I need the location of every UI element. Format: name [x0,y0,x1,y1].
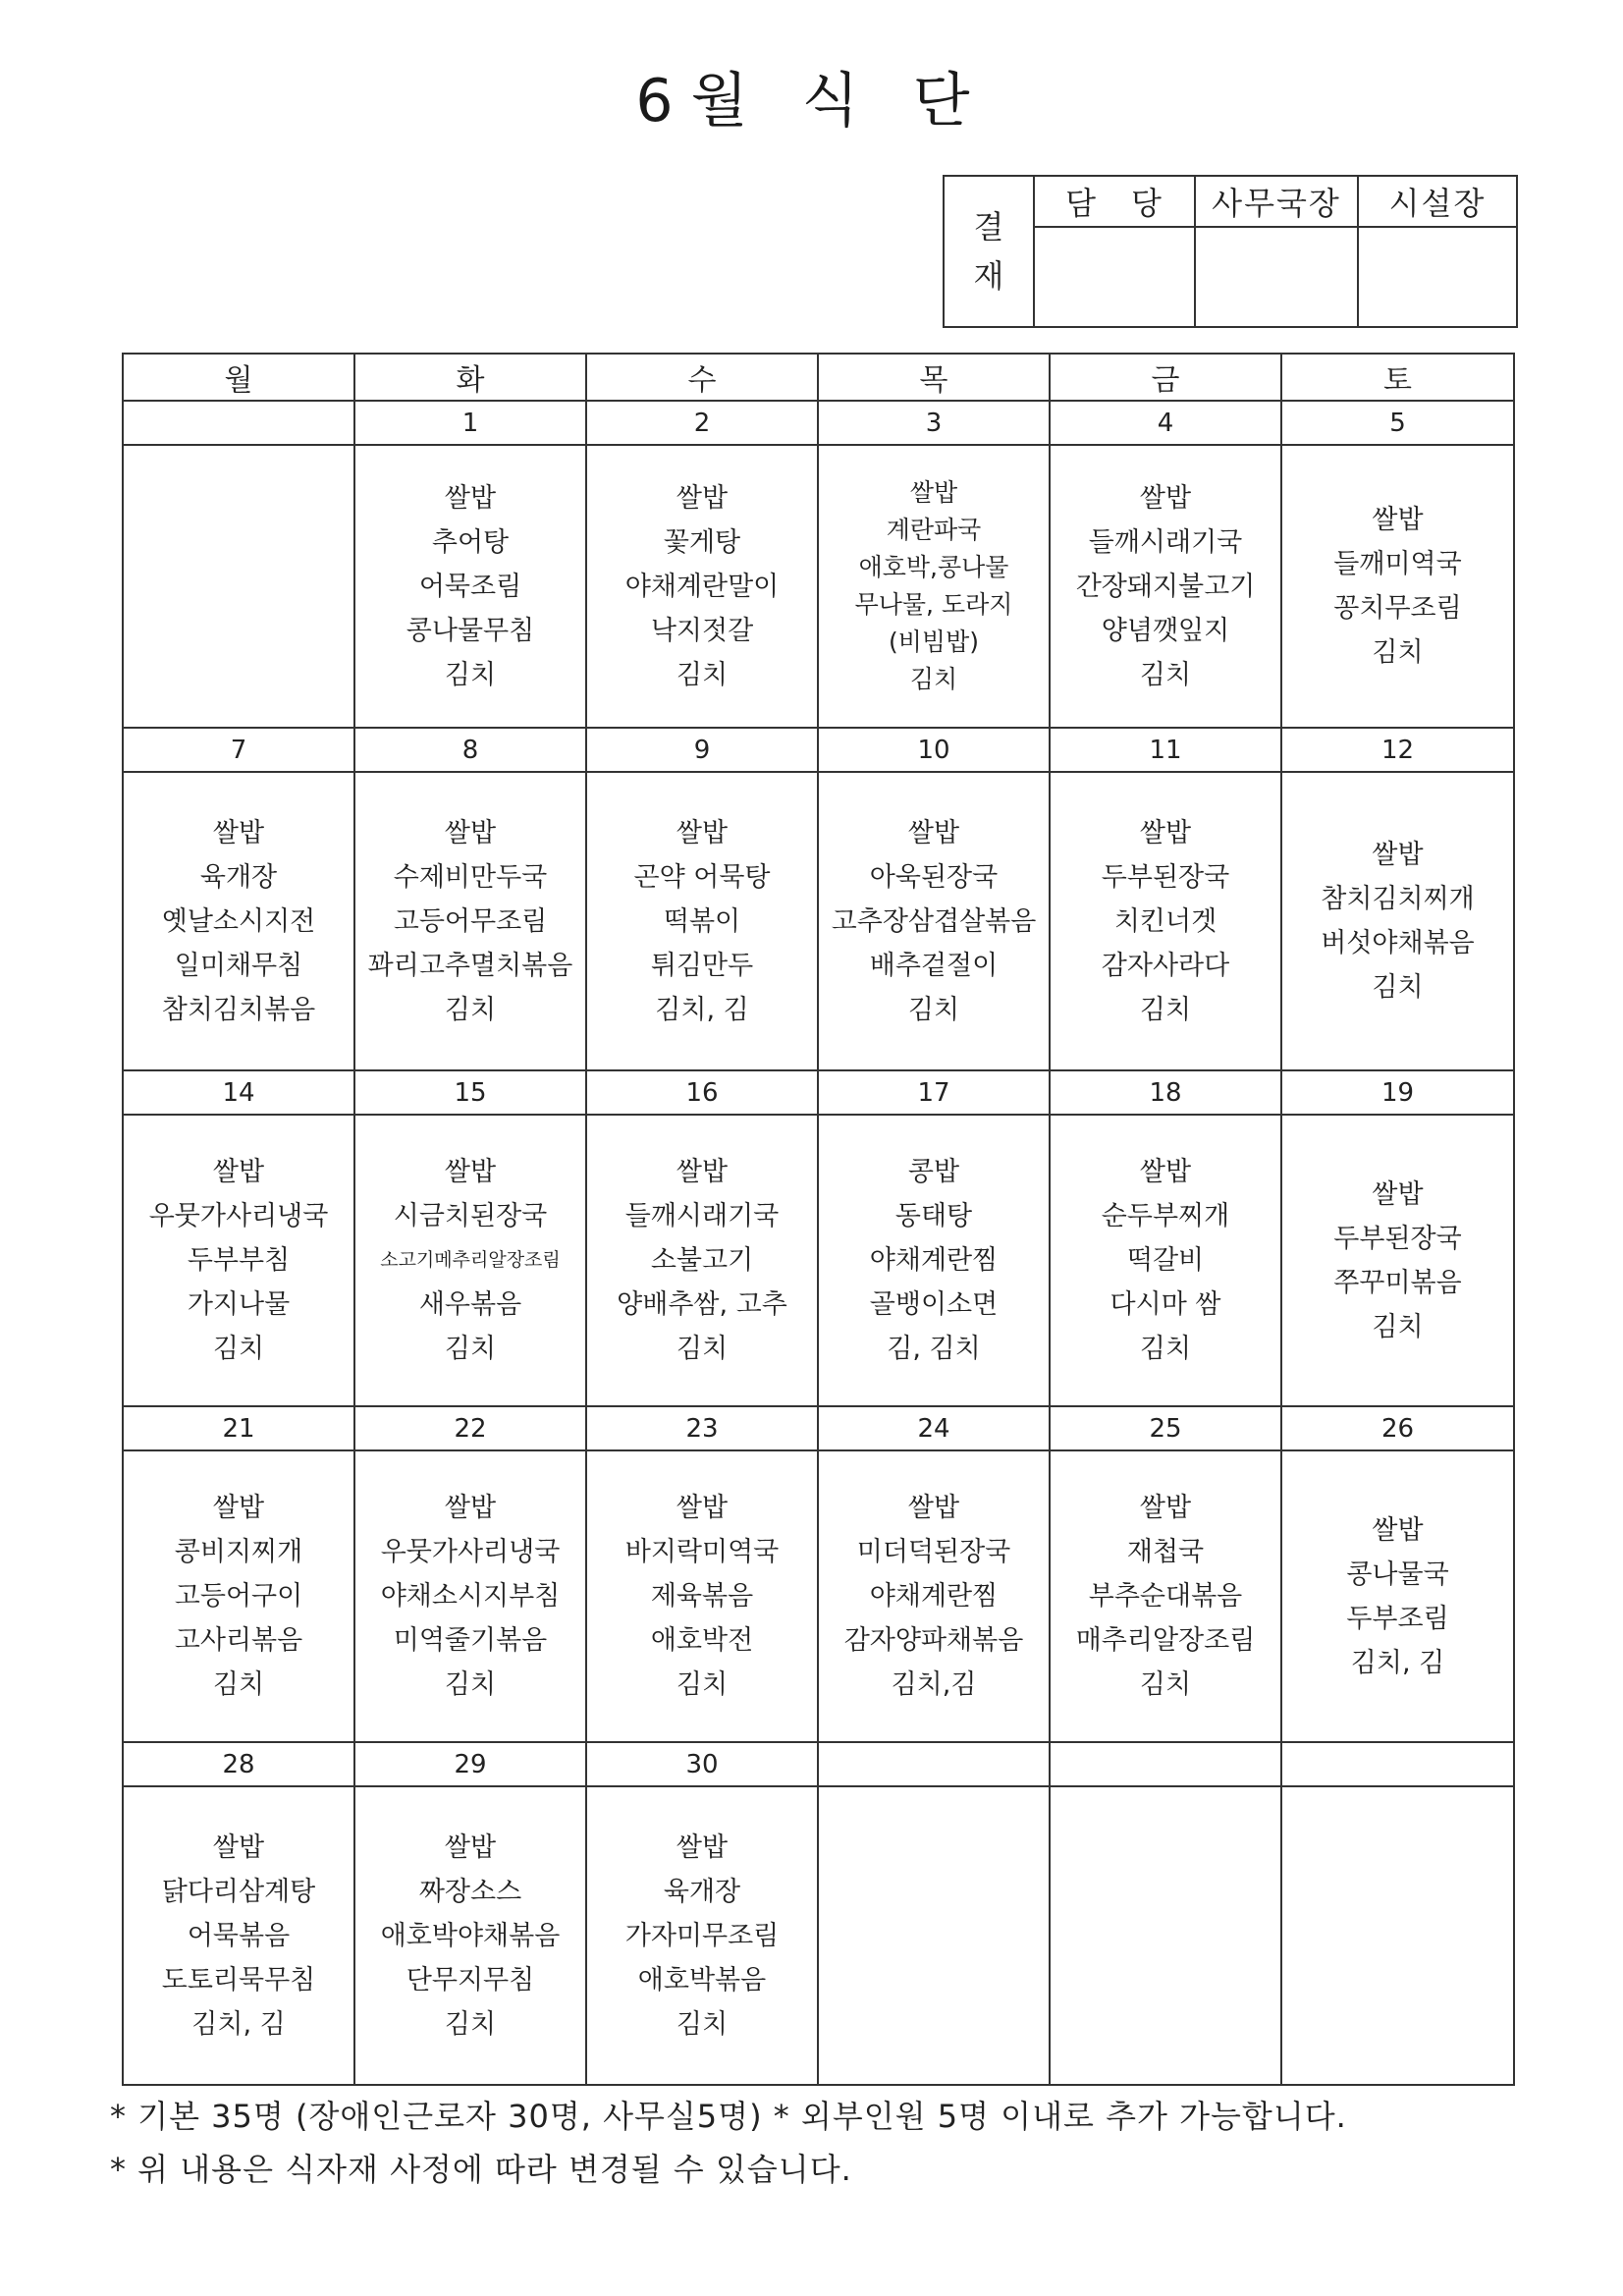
menu-item: 짜장소스 [418,1876,522,1907]
menu-cell-thu [818,772,1050,1070]
menu-item: 부추순대볶음 [1088,1581,1243,1612]
menu-cell-fri [1050,772,1281,1070]
menu-item: 두부된장국 [1333,1223,1462,1254]
menu-item: 쌀밥 [676,1157,729,1187]
menu-cell-sat [1281,1450,1514,1742]
menu-item: 동태탕 [894,1201,973,1231]
menu-item: 야채계란찜 [869,1245,999,1276]
menu-cell-sat [1281,1786,1514,2085]
menu-cell-sat [1281,1115,1514,1406]
menu-item: 야채소시지부침 [380,1581,561,1612]
weekday-header-row [123,354,1514,401]
date-cell-thu: 3 [818,401,1050,445]
menu-item: 들깨시래기국 [1088,526,1243,558]
weekday-tue: 화 [354,354,586,401]
menu-item: 어묵볶음 [187,1920,291,1951]
menu-cell-fri [1050,445,1281,728]
date-row [123,401,1514,445]
menu-item: 김치 [444,1669,497,1700]
weekday-mon: 월 [123,354,354,401]
page-title: 6월 식 단 [635,67,988,136]
date-cell-mon [123,401,354,445]
approval-sign-staff[interactable] [1034,227,1195,327]
menu-item: 김치, 김 [191,2008,286,2040]
footnotes [110,2090,1347,2196]
menu-item: 떡갈비 [1126,1245,1205,1276]
menu-item: 미더덕된장국 [856,1537,1011,1567]
menu-item: 고사리볶음 [174,1625,303,1656]
menu-cell-wed [586,1450,818,1742]
menu-item: 김치,김 [891,1669,977,1700]
approval-sign-secretary-general[interactable] [1195,227,1358,327]
approval-col-staff: 담 당 [1034,176,1195,227]
menu-item: 추어탕 [431,526,510,558]
weekday-sat: 토 [1281,354,1514,401]
menu-item: 고추장삼겹살볶음 [831,905,1037,937]
menu-item: 쌀밥 [907,1493,960,1523]
menu-item: 쭈꾸미볶음 [1333,1267,1462,1298]
menu-item: 김치 [212,1334,265,1364]
footnote-capacity: * 기본 35명 (장애인근로자 30명, 사무실5명) * 외부인원 5명 이내로 추가 가능합니다. [110,2098,1347,2135]
menu-item: 쌀밥 [212,1157,265,1187]
menu-cell-thu [818,1115,1050,1406]
menu-item: 양배추쌈, 고추 [617,1289,787,1320]
date-cell-thu [818,1742,1050,1786]
date-row [123,1070,1514,1115]
menu-row [123,772,1514,1070]
menu-cell-thu [818,1786,1050,2085]
menu-item: 애호박,콩나물 [858,553,1009,581]
menu-item: 가지나물 [187,1289,291,1320]
menu-item: 아욱된장국 [869,861,999,893]
menu-item: 쌀밥 [1139,1493,1192,1523]
menu-item: 쌀밥 [444,1831,497,1863]
menu-item: 육개장 [199,861,278,893]
date-cell-sat: 5 [1281,401,1514,445]
menu-item: 김치 [444,2008,497,2040]
menu-cell-mon [123,1115,354,1406]
date-cell-tue: 29 [354,1742,586,1786]
date-cell-mon: 21 [123,1406,354,1450]
menu-item: 배추겉절이 [869,950,999,981]
date-cell-thu: 24 [818,1406,1050,1450]
menu-cell-sat [1281,445,1514,728]
menu-item: 쌀밥 [676,817,729,848]
menu-item: 쌀밥 [212,1831,265,1863]
menu-item: 김치 [1139,1669,1192,1700]
menu-item: 두부된장국 [1101,861,1230,893]
menu-item: 김치 [676,1669,729,1700]
menu-item: 고등어무조림 [393,905,548,937]
menu-item: 시금치된장국 [393,1201,548,1231]
menu-item: 애호박볶음 [637,1964,767,1995]
menu-item: 쌀밥 [907,817,960,848]
menu-row [123,1450,1514,1742]
menu-item: 재첩국 [1126,1537,1205,1567]
menu-row [123,445,1514,728]
date-cell-wed: 23 [586,1406,818,1450]
menu-item: 감자사라다 [1101,950,1230,981]
menu-item: 애호박야채볶음 [380,1920,561,1951]
date-cell-wed: 9 [586,728,818,772]
menu-item: 김치 [1139,1334,1192,1364]
date-cell-fri [1050,1742,1281,1786]
date-cell-wed: 30 [586,1742,818,1786]
menu-item: 쌀밥 [1139,817,1192,848]
menu-item: 단무지무침 [406,1964,535,1995]
date-cell-tue: 15 [354,1070,586,1115]
date-cell-sat: 19 [1281,1070,1514,1115]
menu-cell-tue [354,445,586,728]
menu-item: 김치 [909,665,958,693]
menu-cell-tue [354,1786,586,2085]
menu-item: 참치김치볶음 [161,994,316,1025]
menu-item: 튀김만두 [650,950,754,981]
menu-item: (비빔밥) [889,628,979,656]
date-cell-mon: 7 [123,728,354,772]
menu-cell-tue [354,1450,586,1742]
menu-cell-mon [123,772,354,1070]
menu-item: 순두부찌개 [1101,1201,1230,1231]
menu-item: 제육볶음 [650,1581,754,1612]
menu-item: 어묵조림 [418,571,522,602]
approval-label-line-2: 재 [973,257,1004,295]
menu-item: 우뭇가사리냉국 [148,1201,329,1231]
menu-item: 야채계란말이 [624,571,780,602]
menu-item: 도토리묵무침 [161,1964,316,1995]
menu-item: 김치 [212,1669,265,1700]
menu-item: 우뭇가사리냉국 [380,1537,561,1567]
date-cell-sat: 12 [1281,728,1514,772]
date-cell-fri: 25 [1050,1406,1281,1450]
menu-item: 치킨너겟 [1113,905,1217,937]
menu-item: 육개장 [663,1876,741,1907]
menu-item: 김치, 김 [655,994,749,1025]
menu-item: 쌀밥 [1372,840,1424,870]
date-cell-tue: 8 [354,728,586,772]
menu-item: 쌀밥 [676,1493,729,1523]
menu-item: 콩비지찌개 [174,1537,303,1567]
menu-item: 애호박전 [650,1625,754,1656]
menu-item: 쌀밥 [444,817,497,848]
menu-item: 야채계란찜 [869,1581,999,1612]
menu-item: 김치 [1372,1311,1424,1342]
menu-item: 소불고기 [650,1245,754,1276]
approval-label [944,176,1034,327]
approval-col-director: 시설장 [1358,176,1517,227]
menu-item: 김치, 김 [1350,1647,1445,1678]
date-cell-wed: 2 [586,401,818,445]
date-cell-wed: 16 [586,1070,818,1115]
date-cell-fri: 4 [1050,401,1281,445]
menu-cell-tue [354,772,586,1070]
menu-item: 일미채무침 [174,950,303,981]
menu-item: 감자양파채볶음 [843,1625,1024,1656]
menu-item: 쌀밥 [444,482,497,514]
menu-item: 골뱅이소면 [869,1289,999,1320]
approval-sign-director[interactable] [1358,227,1517,327]
menu-item: 매추리알장조림 [1075,1625,1256,1656]
menu-item: 닭다리삼계탕 [161,1876,316,1907]
menu-item: 간장돼지불고기 [1075,571,1256,602]
menu-cell-thu [818,445,1050,728]
menu-item: 꽃게탕 [663,526,741,558]
weekday-fri: 금 [1050,354,1281,401]
menu-item: 김, 김치 [887,1334,981,1364]
date-cell-sat [1281,1742,1514,1786]
date-row [123,728,1514,772]
date-cell-fri: 18 [1050,1070,1281,1115]
menu-item: 김치 [1139,659,1192,690]
menu-item: 무나물, 도라지 [854,590,1013,619]
menu-item: 김치 [676,1334,729,1364]
menu-item: 쌀밥 [676,482,729,514]
menu-cell-fri [1050,1450,1281,1742]
approval-box [943,175,1518,328]
menu-item: 김치 [676,2008,729,2040]
menu-item: 쌀밥 [1372,1178,1424,1210]
date-cell-sat: 26 [1281,1406,1514,1450]
menu-item: 김치 [1139,994,1192,1025]
menu-item: 쌀밥 [444,1493,497,1523]
menu-item: 떡볶이 [663,905,741,937]
menu-item: 김치 [444,1334,497,1364]
menu-row [123,1115,1514,1406]
menu-item: 콩밥 [907,1157,960,1187]
approval-label-line-1: 결 [973,208,1004,246]
date-cell-tue: 1 [354,401,586,445]
menu-item: 쌀밥 [212,1493,265,1523]
menu-item: 두부조림 [1346,1603,1449,1634]
menu-item: 고등어구이 [174,1581,303,1612]
menu-item: 수제비만두국 [393,861,548,893]
menu-item: 가자미무조림 [624,1920,780,1951]
menu-item: 김치 [1372,637,1424,668]
menu-cell-thu [818,1450,1050,1742]
menu-item: 버섯야채볶음 [1321,928,1475,958]
menu-item: 꽁치무조림 [1333,593,1462,624]
menu-item: 쌀밥 [1139,1157,1192,1187]
menu-calendar-table [122,353,1515,2086]
menu-item: 곤약 어묵탕 [633,861,771,893]
menu-item: 김치 [1372,972,1424,1003]
menu-cell-sat [1281,772,1514,1070]
menu-item: 콩나물무침 [406,615,535,646]
menu-cell-wed [586,445,818,728]
menu-item: 쌀밥 [1372,1514,1424,1546]
menu-item: 들깨미역국 [1333,549,1462,579]
menu-item: 참치김치찌개 [1321,884,1475,914]
menu-cell-fri [1050,1115,1281,1406]
menu-item: 쌀밥 [1139,482,1192,514]
date-row [123,1742,1514,1786]
menu-item: 꽈리고추멸치볶음 [367,950,573,981]
menu-cell-wed [586,772,818,1070]
menu-item: 다시마 쌈 [1109,1289,1221,1320]
menu-item: 쌀밥 [1372,505,1424,535]
menu-item: 새우볶음 [418,1289,522,1320]
menu-item: 쌀밥 [444,1157,497,1187]
menu-item: 쌀밥 [676,1831,729,1863]
menu-cell-wed [586,1786,818,2085]
date-cell-tue: 22 [354,1406,586,1450]
date-cell-fri: 11 [1050,728,1281,772]
menu-item: 김치 [907,994,960,1025]
menu-item: 김치 [676,659,729,690]
menu-cell-fri [1050,1786,1281,2085]
menu-item: 소고기메추리알장조림 [380,1249,561,1271]
weekday-thu: 목 [818,354,1050,401]
menu-item: 옛날소시지전 [161,905,316,937]
menu-item: 쌀밥 [212,817,265,848]
date-cell-mon: 14 [123,1070,354,1115]
menu-item: 계란파국 [886,516,982,544]
menu-cell-mon [123,1786,354,2085]
date-cell-thu: 17 [818,1070,1050,1115]
footnote-change-notice: * 위 내용은 식자재 사정에 따라 변경될 수 있습니다. [110,2151,852,2188]
menu-item: 김치 [444,659,497,690]
menu-item: 바지락미역국 [624,1537,780,1567]
menu-cell-tue [354,1115,586,1406]
date-cell-thu: 10 [818,728,1050,772]
menu-row [123,1786,1514,2085]
menu-item: 들깨시래기국 [624,1201,780,1231]
menu-item: 두부부침 [187,1245,291,1276]
menu-cell-mon [123,1450,354,1742]
menu-cell-mon [123,445,354,728]
menu-cell-wed [586,1115,818,1406]
menu-item: 양념깻잎지 [1101,615,1230,646]
date-cell-mon: 28 [123,1742,354,1786]
menu-item: 쌀밥 [909,478,958,507]
date-row [123,1406,1514,1450]
weekday-wed: 수 [586,354,818,401]
menu-item: 콩나물국 [1346,1558,1449,1590]
menu-item: 미역줄기볶음 [393,1625,548,1656]
menu-item: 낙지젓갈 [650,615,754,646]
approval-col-secretary-general: 사무국장 [1195,176,1358,227]
menu-item: 김치 [444,994,497,1025]
